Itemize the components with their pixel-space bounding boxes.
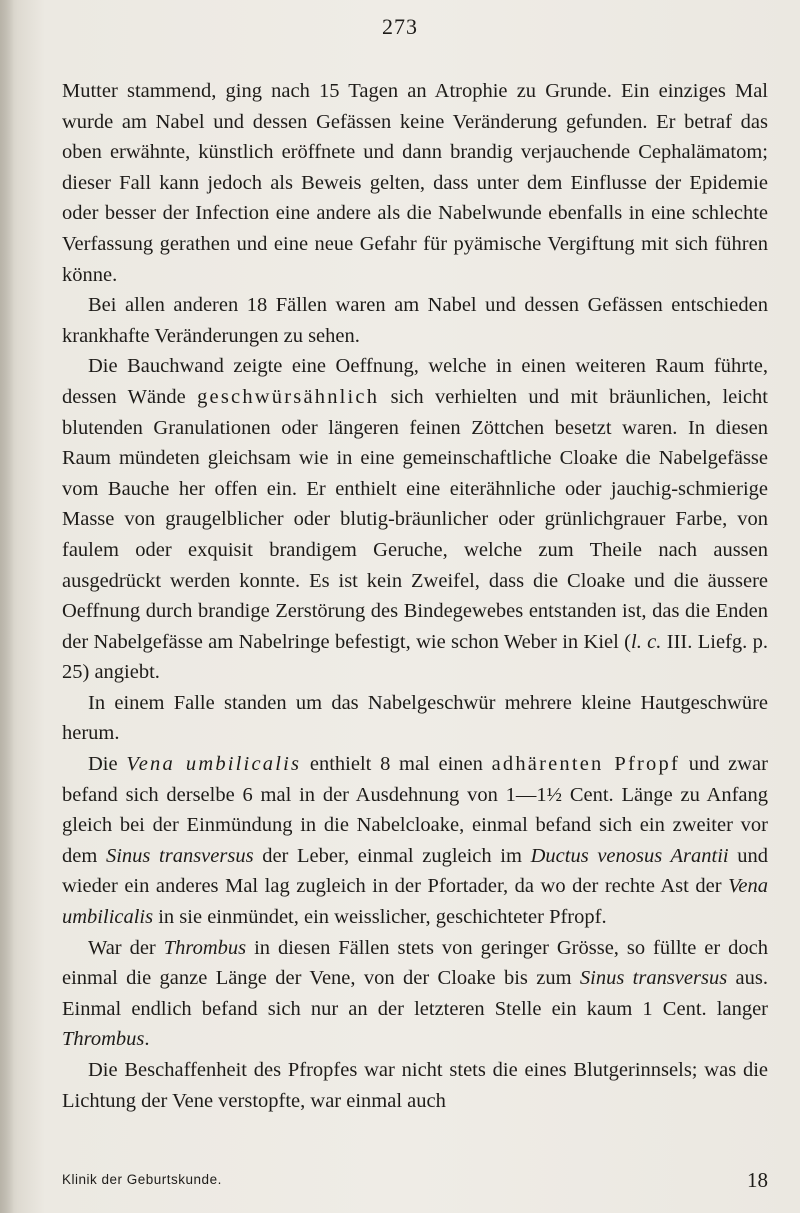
page-number: 273 xyxy=(382,14,418,39)
paragraph-text: in diesen Fällen stets von geringer Grösse, so füllte er doch einmal die ganze Länge der Vene, von der Cloake bis zum xyxy=(62,936,768,990)
paragraph-3 xyxy=(62,351,768,688)
term-italic: Ductus venosus Arantii xyxy=(530,844,729,867)
paragraph-7 xyxy=(62,1055,768,1116)
paragraph-text: III. Liefg. p. 25) angiebt. xyxy=(62,630,768,684)
paragraph-6 xyxy=(62,933,768,1055)
paragraph-4 xyxy=(62,688,768,749)
paragraph-text: sich verhielten und mit bräunlichen, leicht blutenden Granulationen oder längeren feinen Zöttchen besetzt waren. In diesen Raum mündeten gleichsam wie in eine gemeinschaftliche Cloake die Nabelgefässe vom Bauche her offen ein. Er enthielt eine eiterähnliche oder jauchig-schmierige Masse von graugelblicher oder blutig-bräunlicher oder grünlichgrauer Farbe, von faulem oder exquisit brandigem Geruche, welche zum Theile nach aussen ausgedrückt werden konnte. Es ist kein Zweifel, dass die Cloake und die äussere Oeffnung durch brandige Zerstörung des Bindegewebes entstanden ist, das die Enden der Nabelgefässe am Nabelringe befestigt, wie schon Weber in Kiel ( xyxy=(62,385,768,653)
paragraph-text: und wieder ein anderes Mal lag zugleich in der Pfortader, da wo der rechte Ast der xyxy=(62,844,769,898)
sheet-number: 18 xyxy=(747,1168,768,1192)
citation-italic: l. c. xyxy=(631,630,662,653)
paragraph-1 xyxy=(62,76,768,290)
page-binding-shadow xyxy=(0,0,14,1213)
paragraph-text: Die Bauchwand zeigte eine Oeffnung, welche in einen weiteren Raum führte, dessen Wände xyxy=(62,355,768,408)
paragraph-text: Mutter stammend, ging nach 15 Tagen an Atrophie zu Grunde. Ein einziges Mal wurde am Nabel und dessen Gefässen keine Veränderung gefunden. Er betraf das oben erwähnte, künstlich eröffnete und dann brandig verjauchende Cephalämatom; dieser Fall kann jedoch als Beweis gelten, dass unter dem Einflusse der Epidemie oder besser der Infection eine andere als die Nabelwunde ebenfalls in eine schlechte Verfassung gerathen und eine neue Gefahr für pyämische Vergiftung mit sich führen könne. xyxy=(62,80,768,286)
paragraph-text: der Leber, einmal zugleich im xyxy=(253,844,531,867)
term-italic: Sinus transversus xyxy=(105,844,254,867)
emphasis-spaced: adhärenten Pfropf xyxy=(491,753,680,776)
paragraph-text: Die Beschaffenheit des Pfropfes war nicht stets die eines Blutgerinnsels; was die Lichtung der Vene verstopfte, war einmal auch xyxy=(62,1059,768,1112)
paragraph-2 xyxy=(62,290,768,351)
paragraph-text: Die xyxy=(88,753,127,776)
paragraph-text: . xyxy=(144,1028,150,1051)
emphasis-spaced: geschwürsähnlich xyxy=(197,385,380,408)
body-text xyxy=(62,76,768,1116)
signature-line: Klinik der Geburtskunde. xyxy=(62,1172,222,1187)
term-italic-spaced: Vena umbilicalis xyxy=(126,753,302,776)
paragraph-text: War der xyxy=(88,936,164,959)
term-italic: Vena umbilicalis xyxy=(62,875,768,929)
paragraph-text: in sie einmündet, ein weisslicher, geschichteter Pfropf. xyxy=(153,906,607,929)
term-italic: Thrombus xyxy=(62,1028,145,1051)
paragraph-text: In einem Falle standen um das Nabelgeschwür mehrere kleine Hautgeschwüre herum. xyxy=(62,691,768,745)
paragraph-text: Bei allen anderen 18 Fällen waren am Nabel und dessen Gefässen entschieden krankhafte Veränderungen zu sehen. xyxy=(62,294,768,347)
page-footer xyxy=(62,1170,768,1194)
paragraph-text: aus. Einmal endlich befand sich nur an der letzteren Stelle ein kaum 1 Cent. langer xyxy=(62,967,768,1020)
paragraph-5 xyxy=(62,749,768,933)
term-italic: Thrombus xyxy=(163,936,247,959)
paragraph-text: und zwar befand sich derselbe 6 mal in der Ausdehnung von 1—1½ Cent. Länge zu Anfang gleich bei der Einmündung in die Nabelcloake, einmal befand sich ein zweiter vor dem xyxy=(62,753,768,867)
paragraph-text: enthielt 8 mal einen xyxy=(301,753,492,776)
term-italic: Sinus transversus xyxy=(579,967,728,990)
